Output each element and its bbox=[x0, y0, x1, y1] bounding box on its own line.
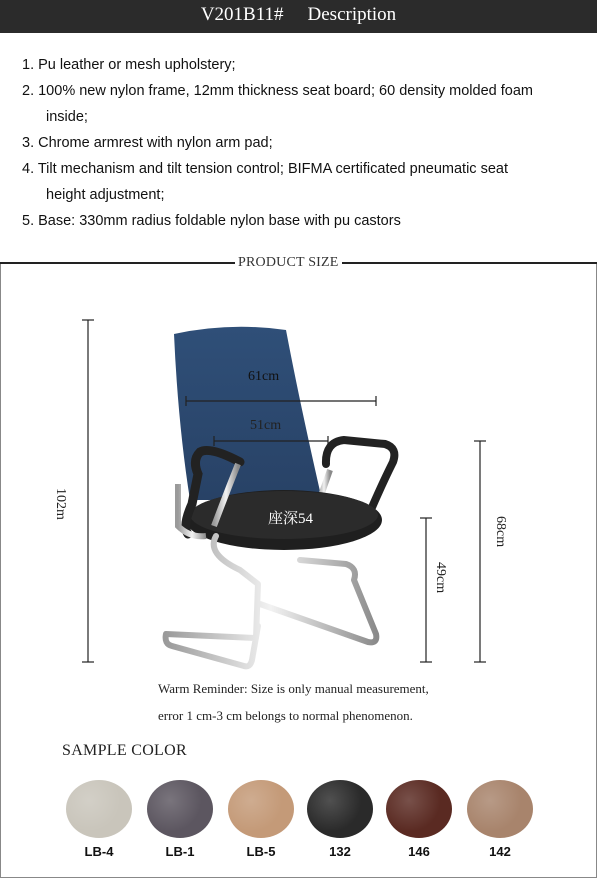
swatch-label: 132 bbox=[329, 844, 351, 859]
swatch-146 bbox=[386, 780, 452, 838]
dim-seat-height: 49cm bbox=[433, 562, 448, 594]
list-item: 5. Base: 330mm radius foldable nylon base with pu castors bbox=[22, 213, 401, 229]
chair-figure bbox=[0, 264, 597, 684]
dim-width-back: 61cm bbox=[248, 369, 280, 384]
sample-color-title: SAMPLE COLOR bbox=[62, 742, 187, 759]
header-bar bbox=[0, 0, 597, 33]
section-title: Description bbox=[307, 4, 397, 25]
swatch-label: 146 bbox=[408, 844, 430, 859]
chair-base bbox=[166, 536, 377, 666]
product-size-label: PRODUCT SIZE bbox=[235, 255, 342, 271]
swatch-lb-4 bbox=[66, 780, 132, 838]
swatch-label: LB-5 bbox=[246, 844, 276, 859]
list-item: 3. Chrome armrest with nylon arm pad; bbox=[22, 135, 273, 151]
swatch-label: 142 bbox=[489, 844, 511, 859]
dim-height-total: 102m bbox=[53, 488, 68, 520]
swatch-label: LB-1 bbox=[165, 844, 195, 859]
warm-reminder-line1: Warm Reminder: Size is only manual measurement, bbox=[158, 681, 429, 696]
dim-arm-height: 68cm bbox=[493, 516, 508, 548]
header-title bbox=[0, 4, 597, 26]
swatch-142 bbox=[467, 780, 533, 838]
product-code: V201B11# bbox=[200, 4, 284, 25]
list-item: 1. Pu leather or mesh upholstery; bbox=[22, 57, 236, 73]
swatch-lb-1 bbox=[147, 780, 213, 838]
list-item-continuation: height adjustment; bbox=[46, 187, 165, 203]
list-item-continuation: inside; bbox=[46, 109, 88, 125]
list-item: 4. Tilt mechanism and tilt tension control; BIFMA certificated pneumatic seat bbox=[22, 161, 508, 177]
dim-seat-depth: 座深54 bbox=[268, 511, 314, 527]
dim-width-seat: 51cm bbox=[250, 418, 282, 433]
description-list bbox=[22, 52, 592, 234]
list-item: 2. 100% new nylon frame, 12mm thickness seat board; 60 density molded foam bbox=[22, 83, 533, 99]
swatch-label: LB-4 bbox=[84, 844, 114, 859]
swatch-lb-5 bbox=[228, 780, 294, 838]
swatch-132 bbox=[307, 780, 373, 838]
warm-reminder-line2: error 1 cm-3 cm belongs to normal phenomenon. bbox=[158, 708, 413, 723]
